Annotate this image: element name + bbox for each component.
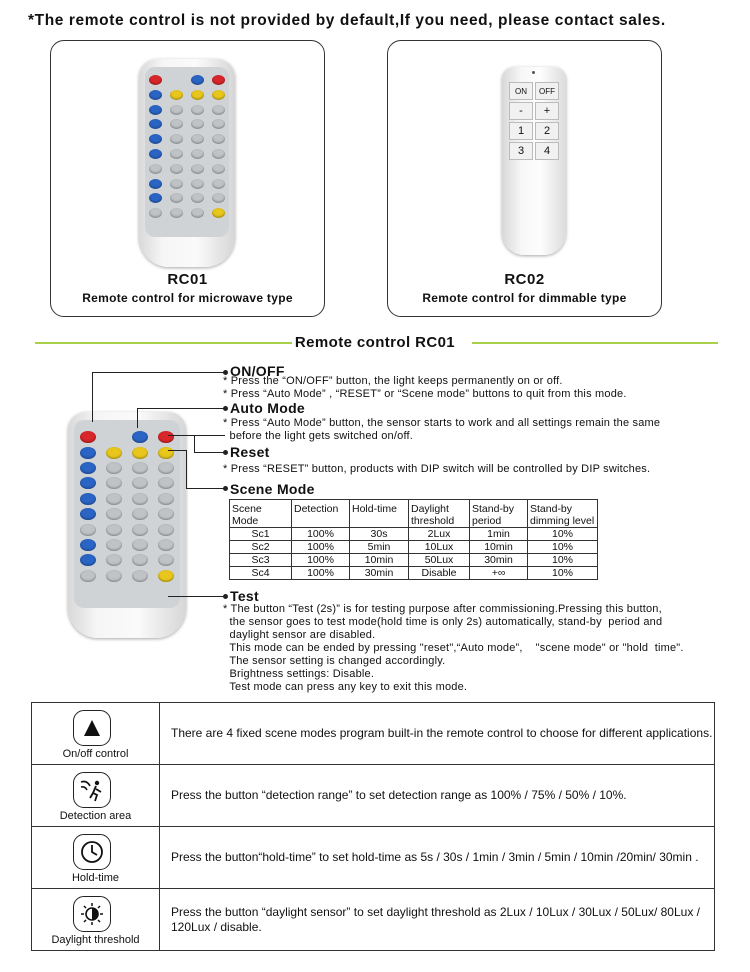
callout-dot	[223, 486, 228, 491]
table-cell: 10%	[528, 541, 598, 554]
auto-line: * Press “Auto Mode” button, the sensor starts to work and all settings remain the same	[223, 417, 661, 429]
table-cell: 1min	[470, 528, 528, 541]
table-cell: 30min	[350, 567, 409, 580]
remote-button	[132, 570, 148, 582]
rc01-remote-diagram	[68, 412, 186, 638]
remote-button	[212, 149, 225, 159]
reset-description	[223, 463, 650, 476]
table-cell: 5min	[350, 541, 409, 554]
remote-button	[132, 447, 148, 459]
remote-button	[106, 539, 122, 551]
remote-button	[149, 164, 162, 174]
product-model: RC01	[167, 271, 208, 288]
table-cell: 10%	[528, 554, 598, 567]
remote-button	[149, 75, 162, 85]
remote-button	[106, 493, 122, 505]
auto-mode-description	[223, 417, 660, 443]
function-icon-cell	[32, 765, 160, 827]
remote-button	[191, 105, 204, 115]
product-model: RC02	[504, 271, 545, 288]
table-cell: 2Lux	[409, 528, 470, 541]
function-label: Hold-time	[71, 872, 120, 884]
remote-button	[149, 105, 162, 115]
table-cell: +∞	[470, 567, 528, 580]
remote-button	[170, 149, 183, 159]
table-cell: Sc4	[230, 567, 292, 580]
rc02-key-3: 3	[509, 142, 533, 160]
remote-button	[80, 570, 96, 582]
table-cell: Sc3	[230, 554, 292, 567]
function-icon-cell	[32, 703, 160, 765]
table-cell: 10%	[528, 567, 598, 580]
table-cell: 50Lux	[409, 554, 470, 567]
remote-button	[106, 447, 122, 459]
remote-button	[212, 75, 225, 85]
table-header-cell: Daylight threshold	[409, 500, 470, 528]
functions-table	[31, 702, 715, 951]
rc02-key-on: ON	[509, 82, 533, 100]
product-card-rc01	[50, 40, 325, 317]
remote-button	[106, 524, 122, 536]
callout-auto	[137, 408, 225, 428]
callout-dot	[223, 594, 228, 599]
table-cell: 10%	[528, 528, 598, 541]
remote-button	[106, 508, 122, 520]
callout-dot	[223, 450, 228, 455]
remote-button	[191, 75, 204, 85]
table-row	[32, 827, 715, 889]
product-description: Remote control for dimmable type	[422, 291, 627, 305]
remote-button	[149, 90, 162, 100]
remote-button	[80, 508, 96, 520]
onoff-line: * Press “Auto Mode” , “RESET” or “Scene mode” buttons to quit from this mode.	[223, 388, 627, 400]
remote-button	[80, 524, 96, 536]
table-row	[230, 528, 598, 541]
remote-button	[149, 149, 162, 159]
clock-icon	[73, 834, 111, 870]
table-header-row	[230, 500, 598, 528]
auto-mode-title: Auto Mode	[230, 400, 306, 416]
table-cell: 10Lux	[409, 541, 470, 554]
table-row	[230, 554, 598, 567]
remote-button	[191, 149, 204, 159]
test-line: the sensor goes to test mode(hold time is only 2s) automatically, stand-by period and	[223, 616, 663, 628]
remote-button	[80, 462, 96, 474]
remote-button	[132, 462, 148, 474]
remote-button	[80, 493, 96, 505]
table-cell: 100%	[292, 541, 350, 554]
remote-button	[212, 164, 225, 174]
table-row	[230, 567, 598, 580]
remote-button	[158, 524, 174, 536]
callout-test	[168, 596, 225, 597]
remote-button	[158, 493, 174, 505]
remote-button	[106, 462, 122, 474]
table-header-cell: Hold-time	[350, 500, 409, 528]
onoff-title: ON/OFF	[230, 363, 285, 379]
test-line: This mode can be ended by pressing "reset",“Auto mode”, "scene mode" or "hold time".	[223, 642, 684, 654]
product-card-rc02	[387, 40, 662, 317]
rc02-key-1: 1	[509, 122, 533, 140]
callout-scene-line	[186, 488, 225, 489]
remote-button	[149, 179, 162, 189]
table-header-cell: Scene Mode	[230, 500, 292, 528]
function-description: There are 4 fixed scene modes program built-in the remote control to choose for different applications.	[160, 703, 715, 765]
table-cell: 100%	[292, 567, 350, 580]
table-cell: Sc1	[230, 528, 292, 541]
test-line: The sensor setting is changed accordingly.	[223, 655, 446, 667]
table-cell: Sc2	[230, 541, 292, 554]
onoff-line: * Press the “ON/OFF” button, the light keeps permanently on or off.	[223, 375, 563, 387]
function-description: Press the button “detection range” to set detection range as 100% / 75% / 50% / 10%.	[160, 765, 715, 827]
remote-button	[132, 508, 148, 520]
table-cell: 10min	[470, 541, 528, 554]
test-line: * The button “Test (2s)” is for testing purpose after commissioning.Pressing this button,	[223, 603, 662, 615]
reset-line: * Press “RESET” button, products with DIP switch will be controlled by DIP switches.	[223, 463, 651, 475]
section-title: Remote control RC01	[0, 334, 750, 351]
rc02-key-4: 4	[535, 142, 559, 160]
rc01-remote-image	[139, 59, 235, 267]
remote-button	[158, 570, 174, 582]
product-description: Remote control for microwave type	[82, 291, 293, 305]
table-cell: Disable	[409, 567, 470, 580]
detection-icon	[73, 772, 111, 808]
rc02-remote-image	[502, 67, 566, 255]
table-row	[32, 889, 715, 951]
rc02-key-minus: -	[509, 102, 533, 120]
remote-button	[170, 105, 183, 115]
function-icon-cell	[32, 827, 160, 889]
remote-button	[212, 105, 225, 115]
table-cell: 10min	[350, 554, 409, 567]
remote-button	[191, 164, 204, 174]
function-label: Daylight threshold	[51, 934, 140, 946]
function-label: On/off control	[62, 748, 129, 760]
auto-line: before the light gets switched on/off.	[223, 430, 414, 442]
remote-button	[132, 539, 148, 551]
table-header-cell: Detection	[292, 500, 350, 528]
test-title: Test	[230, 588, 259, 604]
table-row	[230, 541, 598, 554]
callout-reset	[168, 435, 225, 436]
test-line: Brightness settings: Disable.	[223, 668, 375, 680]
remote-button	[170, 90, 183, 100]
daylight-icon	[73, 896, 111, 932]
remote-button	[170, 179, 183, 189]
test-line: Test mode can press any key to exit this mode.	[223, 681, 468, 693]
table-cell: 100%	[292, 528, 350, 541]
callout-dot	[223, 406, 228, 411]
remote-button	[212, 90, 225, 100]
function-label: Detection area	[59, 810, 132, 822]
callout-reset-vertical	[194, 435, 195, 452]
function-description: Press the button “daylight sensor” to set daylight threshold as 2Lux / 10Lux / 30Lux / 50Lux/ 80Lux / 120Lux / disable.	[160, 889, 715, 951]
remote-button	[158, 462, 174, 474]
table-cell: 100%	[292, 554, 350, 567]
callout-reset-horizontal	[194, 452, 225, 453]
remote-button	[170, 164, 183, 174]
remote-button	[132, 524, 148, 536]
scene-mode-title: Scene Mode	[230, 481, 315, 497]
table-row	[32, 765, 715, 827]
callout-scene-horizontal	[168, 450, 186, 451]
remote-button	[132, 431, 148, 443]
remote-button	[80, 539, 96, 551]
table-header-cell: Stand-by dimming level	[528, 500, 598, 528]
function-description: Press the button“hold-time” to set hold-time as 5s / 30s / 1min / 3min / 5min / 10min /20min/ 30min .	[160, 827, 715, 889]
triangle-up-icon	[73, 710, 111, 746]
table-cell: 30min	[470, 554, 528, 567]
remote-button	[191, 90, 204, 100]
table-header-cell: Stand-by period	[470, 500, 528, 528]
table-cell: 30s	[350, 528, 409, 541]
remote-button	[106, 570, 122, 582]
rc02-key-plus: +	[535, 102, 559, 120]
callout-scene-vertical	[186, 450, 187, 488]
function-icon-cell	[32, 889, 160, 951]
remote-button	[212, 179, 225, 189]
test-line: daylight sensor are disabled.	[223, 629, 376, 641]
rc02-key-off: OFF	[535, 82, 559, 100]
rc02-key-2: 2	[535, 122, 559, 140]
remote-button	[191, 179, 204, 189]
remote-button	[132, 493, 148, 505]
notice-text: *The remote control is not provided by default,If you need, please contact sales.	[28, 12, 666, 29]
remote-button	[158, 447, 174, 459]
onoff-description	[223, 375, 627, 401]
remote-button	[80, 447, 96, 459]
scene-mode-table	[229, 499, 598, 580]
remote-button	[80, 431, 96, 443]
reset-title: Reset	[230, 444, 270, 460]
table-row	[32, 703, 715, 765]
remote-button	[158, 539, 174, 551]
test-description	[223, 603, 684, 694]
